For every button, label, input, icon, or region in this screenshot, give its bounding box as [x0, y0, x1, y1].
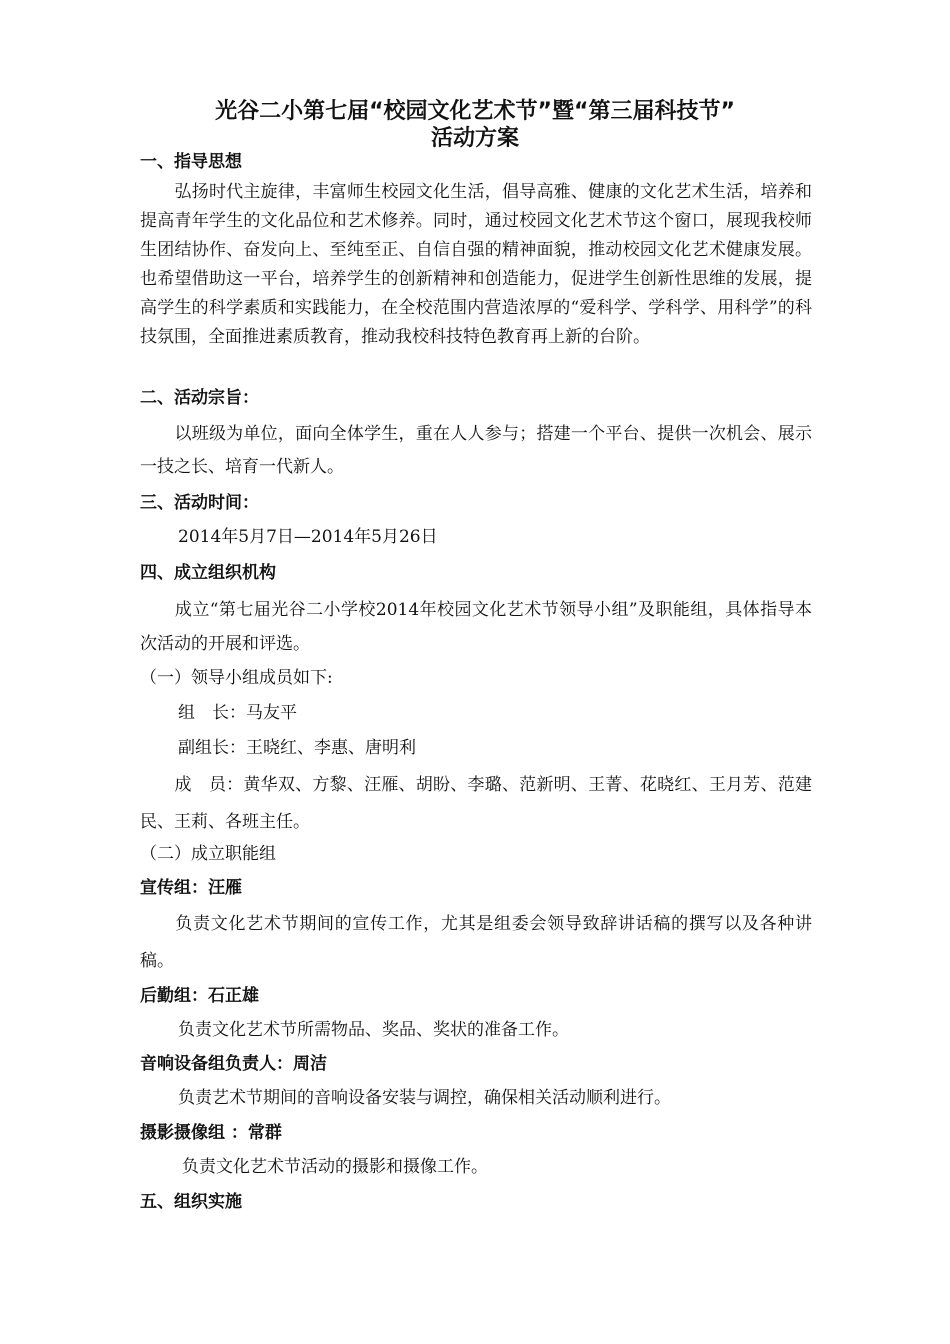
guiding-thought-paragraph: 弘扬时代主旋律，丰富师生校园文化生活，倡导高雅、健康的文化艺术生活，培养和提高青年学生的文化品位和艺术修养。同时，通过校园文化艺术节这个窗口，展现我校师生团结协作、奋发向上、至纯至正、自信自强的精神面貌，推动校园文化艺术健康发展。也希望借助这一平台，培养学生的创新精神和创造能力，促进学生创新性思维的发展，提高学生的科学素质和实践能力，在全校范围内营造浓厚的“爱科学、学科学、用科学”的科技氛围，全面推进素质教育，推动我校科技特色教育再上新的台阶。 — [140, 182, 812, 347]
group-leader: 组 长：马友平 — [178, 703, 297, 723]
section-heading-guiding-thought: 一、指导思想 — [140, 152, 242, 172]
audio-group-text: 负责艺术节期间的音响设备安装与调控，确保相关活动顺利进行。 — [178, 1088, 671, 1108]
section-heading-organization: 四、成立组织机构 — [140, 563, 276, 583]
document-title: 光谷二小第七届“校园文化艺术节”暨“第三届科技节” — [215, 99, 735, 124]
section-heading-purpose: 二、活动宗旨： — [140, 388, 259, 408]
logistics-group-text: 负责文化艺术节所需物品、奖品、奖状的准备工作。 — [178, 1020, 569, 1040]
section-heading-implementation: 五、组织实施 — [140, 1192, 242, 1212]
activity-time: 2014年5月7日—2014年5月26日 — [178, 527, 438, 547]
functional-groups-subheading: （二）成立职能组 — [140, 844, 276, 864]
vice-group-leaders: 副组长：王晓红、李惠、唐明利 — [178, 738, 416, 758]
audio-group-heading: 音响设备组负责人：周洁 — [140, 1054, 327, 1074]
organization-paragraph: 成立“第七届光谷二小学校2014年校园文化艺术节领导小组”及职能组，具体指导本次活动的开展和评选。 — [140, 600, 812, 654]
document-subtitle: 活动方案 — [430, 126, 519, 151]
leadership-subheading: （一）领导小组成员如下: — [140, 668, 333, 688]
photo-group-heading: 摄影摄像组 ：常群 — [140, 1123, 282, 1143]
purpose-paragraph: 以班级为单位，面向全体学生，重在人人参与；搭建一个平台、提供一次机会、展示一技之长、培育一代新人。 — [140, 424, 812, 477]
logistics-group-heading: 后勤组：石正雄 — [140, 986, 259, 1006]
photo-group-text: 负责文化艺术节活动的摄影和摄像工作。 — [182, 1157, 488, 1177]
publicity-group-heading: 宣传组：汪雁 — [140, 878, 242, 898]
publicity-group-text: 负责文化艺术节期间的宣传工作，尤其是组委会领导致辞讲话稿的撰写以及各种讲稿。 — [140, 914, 812, 971]
section-heading-time: 三、活动时间： — [140, 493, 259, 513]
group-members: 成 员：黄华双、方黎、汪雁、胡盼、李璐、范新明、王菁、花晓红、王月芳、范建民、王莉、各班主任。 — [140, 775, 812, 832]
